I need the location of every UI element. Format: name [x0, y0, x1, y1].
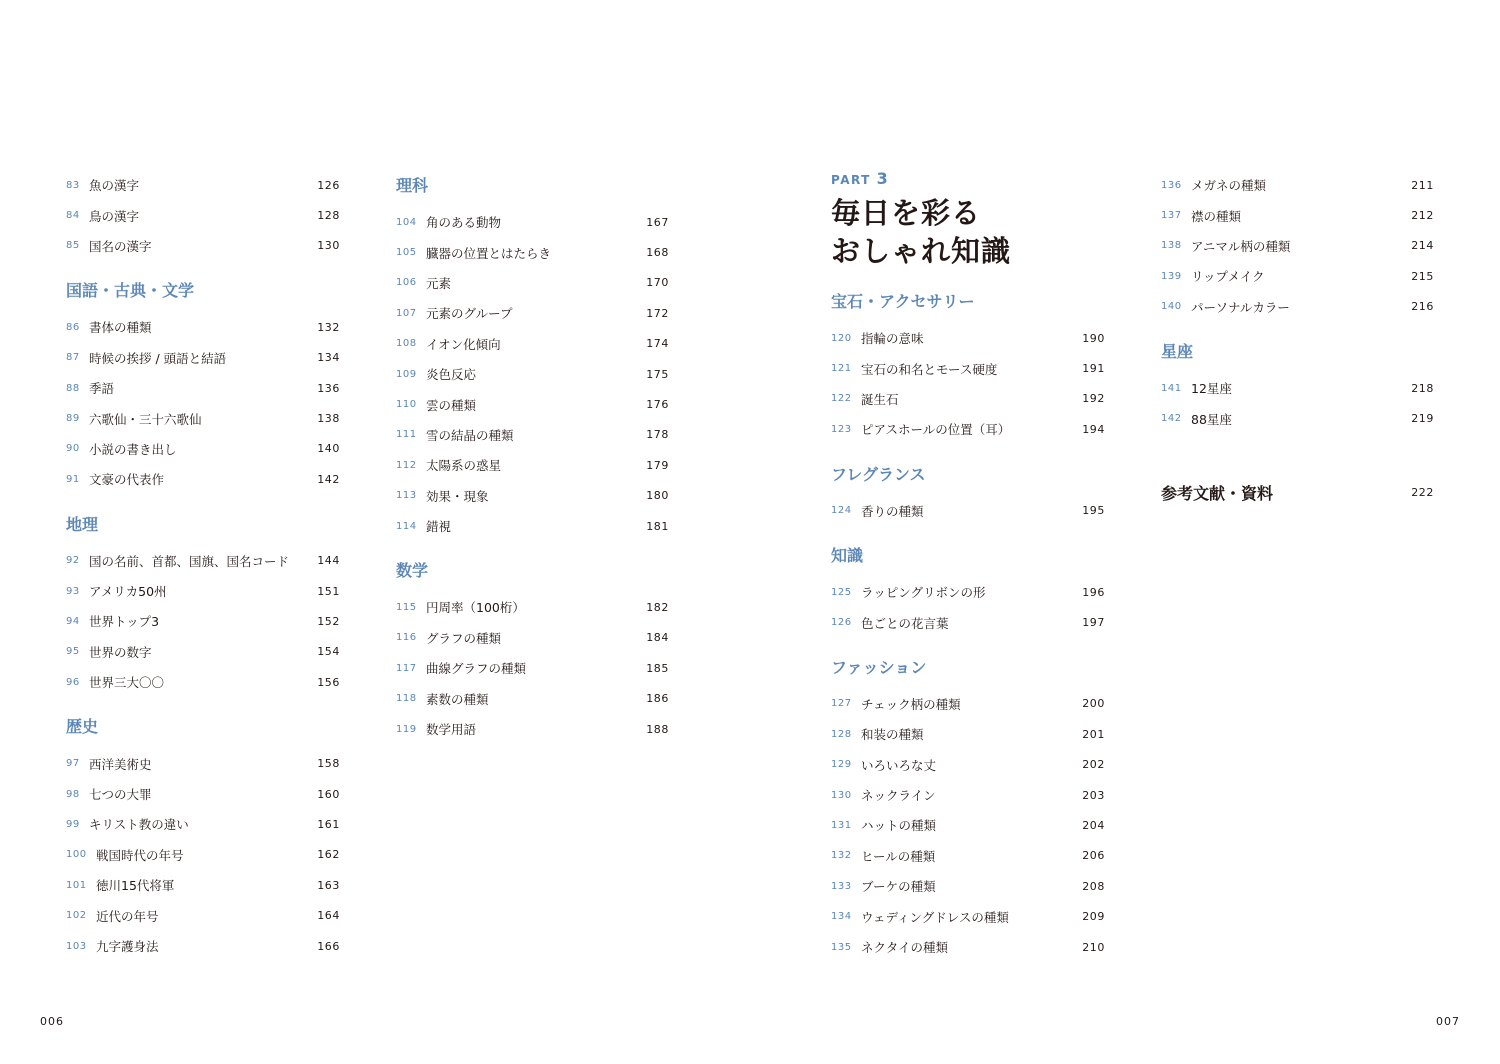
entry-number: 116: [396, 632, 417, 644]
entry-number: 133: [831, 880, 852, 892]
entry-title: 時候の挨拶 / 頭語と結語: [89, 350, 227, 366]
toc-entry[interactable]: [396, 481, 669, 511]
toc-entry[interactable]: [66, 434, 340, 464]
entry-title: リップメイク: [1191, 269, 1265, 285]
toc-entry[interactable]: [1161, 373, 1434, 403]
toc-entry[interactable]: [396, 714, 669, 744]
entry-number: 99: [66, 818, 80, 830]
toc-entry[interactable]: [831, 577, 1105, 607]
entry-title: 臓器の位置とはたらき: [426, 245, 552, 261]
entry-title: 西洋美術史: [89, 756, 152, 772]
entry-title: ヒールの種類: [861, 848, 936, 864]
entry-number: 91: [66, 473, 80, 485]
entry-page: 182: [646, 600, 669, 614]
entry-number: 110: [396, 399, 417, 411]
entry-number: 115: [396, 601, 417, 613]
entry-title: 魚の漢字: [89, 178, 140, 194]
entry-title: 国名の漢字: [89, 238, 152, 254]
entry-page: 188: [646, 722, 669, 736]
entry-title: 元素のグループ: [426, 306, 513, 322]
toc-entry[interactable]: [66, 403, 340, 433]
part-number: 3: [876, 169, 890, 188]
entry-title: 雪の結晶の種類: [426, 427, 514, 443]
entry-page: 206: [1082, 849, 1105, 863]
entry-number: 104: [396, 216, 417, 228]
entry-title: 指輪の意味: [861, 331, 924, 347]
toc-entry[interactable]: [831, 810, 1105, 840]
entry-title: チェック柄の種類: [861, 696, 961, 712]
entry-title: 国の名前、首都、国旗、国名コード: [89, 553, 290, 569]
toc-entry[interactable]: [396, 329, 669, 359]
entry-page: 196: [1082, 585, 1105, 599]
section-heading: 星座: [1161, 341, 1194, 361]
part-label-text: PART: [831, 173, 871, 187]
entry-number: 84: [66, 210, 80, 222]
entry-page: 195: [1082, 504, 1105, 518]
entry-title: 88星座: [1191, 411, 1232, 427]
entry-title: 世界の数字: [89, 644, 152, 660]
entry-page: 212: [1411, 209, 1434, 223]
entry-page: 203: [1082, 788, 1105, 802]
entry-page: 134: [317, 351, 340, 365]
entry-title: 錯視: [426, 519, 452, 535]
entry-page: 184: [646, 631, 669, 645]
entry-number: 122: [831, 393, 852, 405]
entry-number: 125: [831, 586, 852, 598]
entry-number: 119: [396, 723, 417, 735]
entry-page: 175: [646, 367, 669, 381]
entry-number: 130: [831, 789, 852, 801]
entry-page: 138: [317, 412, 340, 426]
entry-number: 136: [1161, 179, 1182, 191]
toc-column-1: [66, 170, 340, 961]
toc-entry[interactable]: [831, 496, 1105, 526]
entry-number: 92: [66, 555, 80, 567]
entry-number: 100: [66, 849, 87, 861]
entry-page: 197: [1082, 616, 1105, 630]
toc-entry[interactable]: [66, 637, 340, 667]
toc-entry[interactable]: [396, 450, 669, 480]
toc-entry[interactable]: [1161, 231, 1434, 261]
entry-page: 142: [317, 472, 340, 486]
entry-number: 98: [66, 788, 80, 800]
part-title-line-1: 毎日を彩る: [831, 196, 982, 230]
toc-entry[interactable]: [66, 200, 340, 230]
entry-number: 94: [66, 615, 80, 627]
entry-title: ネクタイの種類: [861, 940, 949, 956]
entry-number: 88: [66, 382, 80, 394]
entry-title: 和装の種類: [861, 727, 924, 743]
entry-page: 140: [317, 442, 340, 456]
toc-entry[interactable]: [831, 323, 1105, 353]
toc-column-3: [831, 170, 1105, 962]
entry-number: 107: [396, 307, 417, 319]
entry-title: 襟の種類: [1191, 208, 1242, 224]
toc-entry[interactable]: [396, 511, 669, 541]
toc-entry[interactable]: [831, 841, 1105, 871]
entry-title: ラッピングリボンの形: [861, 585, 986, 601]
entry-title: 季語: [89, 381, 115, 397]
entry-title: ネックライン: [861, 788, 936, 804]
entry-title: イオン化傾向: [426, 336, 501, 352]
entry-number: 111: [396, 429, 417, 441]
entry-page: 214: [1411, 239, 1434, 253]
toc-entry[interactable]: [66, 809, 340, 839]
entry-title: グラフの種類: [426, 630, 502, 646]
entry-page: 208: [1082, 879, 1105, 893]
toc-entry[interactable]: [396, 592, 669, 622]
entry-page: 144: [317, 554, 340, 568]
entry-page: 194: [1082, 422, 1105, 436]
toc-entry[interactable]: [66, 840, 340, 870]
entry-number: 109: [396, 368, 417, 380]
entry-number: 128: [831, 728, 852, 740]
entry-page: 219: [1411, 412, 1434, 426]
entry-number: 114: [396, 520, 417, 532]
entry-number: 120: [831, 332, 852, 344]
entry-title: 近代の年号: [96, 908, 159, 924]
entry-page: 154: [317, 645, 340, 659]
entry-title: 12星座: [1191, 381, 1232, 397]
entry-number: 102: [66, 910, 87, 922]
entry-title: ピアスホールの位置（耳）: [861, 422, 1011, 438]
entry-title: 角のある動物: [426, 215, 502, 231]
entry-page: 216: [1411, 300, 1434, 314]
toc-entry[interactable]: [396, 268, 669, 298]
entry-page: 126: [317, 178, 340, 192]
entry-page: 151: [317, 584, 340, 598]
entry-page: 192: [1082, 392, 1105, 406]
entry-number: 139: [1161, 270, 1182, 282]
entry-number: 117: [396, 662, 417, 674]
toc-entry[interactable]: [66, 343, 340, 373]
references-label: 参考文献・資料: [1161, 484, 1274, 504]
entry-title: 世界トップ3: [89, 614, 160, 630]
entry-number: 142: [1161, 413, 1182, 425]
entry-number: 138: [1161, 240, 1182, 252]
entry-page: 176: [646, 398, 669, 412]
section-heading: 知識: [831, 545, 864, 565]
entry-number: 135: [831, 941, 852, 953]
entry-title: 円周率（100桁）: [426, 600, 525, 616]
entry-number: 112: [396, 459, 417, 471]
entry-title: 誕生石: [861, 391, 899, 407]
entry-number: 85: [66, 240, 80, 252]
page-number-left: 006: [40, 1015, 64, 1028]
entry-title: 宝石の和名とモース硬度: [861, 361, 998, 377]
entry-title: 戦国時代の年号: [96, 847, 184, 863]
entry-title: ブーケの種類: [861, 879, 936, 895]
toc-entry[interactable]: [831, 607, 1105, 637]
entry-title: ウェディングドレスの種類: [861, 909, 1009, 925]
entry-title: 六歌仙・三十六歌仙: [89, 411, 202, 427]
entry-page: 186: [646, 692, 669, 706]
section-heading: 歴史: [66, 717, 99, 737]
toc-entry[interactable]: [1161, 403, 1434, 433]
entry-number: 97: [66, 758, 80, 770]
toc-entry[interactable]: [66, 170, 340, 200]
entry-number: 105: [396, 247, 417, 259]
entry-page: 132: [317, 320, 340, 334]
part-label: [831, 170, 1105, 188]
entry-title: 九字護身法: [96, 939, 159, 954]
section-heading: 地理: [66, 514, 99, 534]
section-heading: フレグランス: [831, 464, 926, 484]
entry-title: 曲線グラフの種類: [426, 661, 527, 677]
toc-entry[interactable]: [396, 237, 669, 267]
entry-page: 174: [646, 337, 669, 351]
toc-entry[interactable]: [66, 231, 340, 261]
page-number-right: 007: [1436, 1015, 1460, 1028]
toc-entry[interactable]: [66, 931, 340, 961]
part-title: [831, 194, 1105, 270]
toc-entry[interactable]: [831, 932, 1105, 962]
toc-entry[interactable]: [831, 719, 1105, 749]
references-entry[interactable]: [1161, 478, 1434, 508]
entry-page: 202: [1082, 758, 1105, 772]
entry-page: 170: [646, 276, 669, 290]
toc-entry[interactable]: [396, 653, 669, 683]
entry-page: 128: [317, 209, 340, 223]
entry-number: 113: [396, 490, 417, 502]
entry-page: 218: [1411, 381, 1434, 395]
entry-title: キリスト教の違い: [89, 817, 189, 833]
entry-title: 効果・現象: [426, 488, 489, 504]
entry-page: 178: [646, 428, 669, 442]
toc-entry[interactable]: [1161, 261, 1434, 291]
entry-number: 89: [66, 413, 80, 425]
entry-number: 129: [831, 759, 852, 771]
entry-title: 書体の種類: [89, 320, 152, 336]
toc-entry[interactable]: [831, 780, 1105, 810]
entry-number: 121: [831, 363, 852, 375]
entry-title: メガネの種類: [1191, 178, 1267, 194]
toc-entry[interactable]: [66, 667, 340, 697]
entry-number: 86: [66, 321, 80, 333]
toc-entry[interactable]: [1161, 170, 1434, 200]
entry-number: 131: [831, 819, 852, 831]
entry-number: 132: [831, 850, 852, 862]
entry-page: 200: [1082, 697, 1105, 711]
entry-number: 127: [831, 698, 852, 710]
entry-title: 文豪の代表作: [89, 472, 165, 488]
entry-page: 156: [317, 675, 340, 689]
entry-number: 106: [396, 277, 417, 289]
toc-entry[interactable]: [66, 606, 340, 636]
toc-entry[interactable]: [66, 373, 340, 403]
toc-entry[interactable]: [831, 750, 1105, 780]
part-title-line-2: おしゃれ知識: [831, 234, 1012, 268]
toc-entry[interactable]: [66, 576, 340, 606]
toc-entry[interactable]: [396, 207, 669, 237]
toc-entry[interactable]: [66, 312, 340, 342]
toc-entry[interactable]: [1161, 292, 1434, 322]
toc-entry[interactable]: [831, 353, 1105, 383]
toc-entry[interactable]: [831, 689, 1105, 719]
toc-entry[interactable]: [66, 870, 340, 900]
toc-entry[interactable]: [66, 464, 340, 494]
entry-page: 160: [317, 787, 340, 801]
entry-number: 141: [1161, 382, 1182, 394]
toc-entry[interactable]: [396, 359, 669, 389]
entry-title: いろいろな丈: [861, 757, 937, 773]
entry-page: 162: [317, 848, 340, 862]
entry-title: 太陽系の惑星: [426, 458, 502, 474]
toc-entry[interactable]: [66, 900, 340, 930]
entry-title: 世界三大〇〇: [89, 675, 165, 691]
entry-title: 素数の種類: [426, 691, 489, 707]
entry-page: 172: [646, 306, 669, 320]
entry-title: パーソナルカラー: [1191, 299, 1290, 315]
entry-title: 香りの種類: [861, 503, 924, 519]
entry-title: 元素: [426, 275, 452, 291]
entry-number: 123: [831, 423, 852, 435]
entry-page: 161: [317, 817, 340, 831]
entry-page: 167: [646, 215, 669, 229]
toc-entry[interactable]: [66, 748, 340, 778]
entry-number: 103: [66, 940, 87, 952]
toc-entry[interactable]: [66, 546, 340, 576]
toc-entry[interactable]: [1161, 200, 1434, 230]
entry-page: 211: [1411, 178, 1434, 192]
entry-page: 190: [1082, 331, 1105, 345]
entry-title: 炎色反応: [426, 367, 477, 383]
toc-entry[interactable]: [396, 420, 669, 450]
entry-page: 215: [1411, 269, 1434, 283]
toc-entry[interactable]: [66, 779, 340, 809]
section-heading: ファッション: [831, 657, 927, 677]
entry-page: 163: [317, 878, 340, 892]
entry-title: 雲の種類: [426, 397, 477, 413]
entry-number: 90: [66, 443, 80, 455]
entry-title: 色ごとの花言葉: [861, 615, 949, 631]
entry-title: 徳川15代将軍: [96, 878, 175, 894]
toc-entry[interactable]: [831, 384, 1105, 414]
toc-entry[interactable]: [396, 623, 669, 653]
entry-page: 179: [646, 458, 669, 472]
references-page: 222: [1411, 486, 1434, 500]
entry-title: 七つの大罪: [89, 787, 152, 803]
section-heading: 理科: [396, 176, 429, 195]
entry-number: 101: [66, 879, 87, 891]
entry-page: 191: [1082, 362, 1105, 376]
entry-page: 210: [1082, 940, 1105, 954]
entry-title: アニマル柄の種類: [1191, 238, 1291, 254]
part-3-sections: [831, 290, 1105, 962]
entry-number: 108: [396, 338, 417, 350]
section-heading: 国語・古典・文学: [66, 281, 195, 301]
section-heading: 宝石・アクセサリー: [831, 292, 975, 311]
entry-page: 166: [317, 939, 340, 953]
entry-number: 126: [831, 617, 852, 629]
entry-title: 数学用語: [426, 722, 477, 738]
entry-page: 136: [317, 381, 340, 395]
entry-page: 201: [1082, 727, 1105, 741]
entry-number: 140: [1161, 301, 1182, 313]
section-heading: 数学: [396, 561, 429, 581]
entry-page: 130: [317, 239, 340, 253]
entry-number: 124: [831, 505, 852, 517]
entry-number: 87: [66, 352, 80, 364]
toc-entry[interactable]: [396, 389, 669, 419]
column-4-sections: [1161, 170, 1434, 434]
toc-entry[interactable]: [831, 901, 1105, 931]
toc-column-2: [396, 170, 669, 744]
toc-entry[interactable]: [831, 871, 1105, 901]
entry-title: 鳥の漢字: [89, 208, 140, 224]
entry-title: 小説の書き出し: [89, 441, 177, 457]
toc-entry[interactable]: [831, 414, 1105, 444]
entry-number: 83: [66, 179, 80, 191]
toc-column-4: [1161, 170, 1434, 508]
entry-page: 185: [646, 661, 669, 675]
entry-number: 95: [66, 646, 80, 658]
entry-page: 168: [646, 246, 669, 260]
entry-number: 118: [396, 693, 417, 705]
entry-page: 152: [317, 614, 340, 628]
entry-title: ハットの種類: [861, 818, 937, 834]
entry-page: 180: [646, 489, 669, 503]
entry-page: 158: [317, 757, 340, 771]
entry-page: 181: [646, 519, 669, 533]
toc-entry[interactable]: [396, 683, 669, 713]
entry-number: 96: [66, 676, 80, 688]
entry-number: 134: [831, 911, 852, 923]
entry-number: 93: [66, 585, 80, 597]
toc-entry[interactable]: [396, 298, 669, 328]
entry-page: 164: [317, 909, 340, 923]
entry-number: 137: [1161, 210, 1182, 222]
entry-title: アメリカ50州: [89, 584, 167, 600]
entry-page: 204: [1082, 818, 1105, 832]
entry-page: 209: [1082, 910, 1105, 924]
